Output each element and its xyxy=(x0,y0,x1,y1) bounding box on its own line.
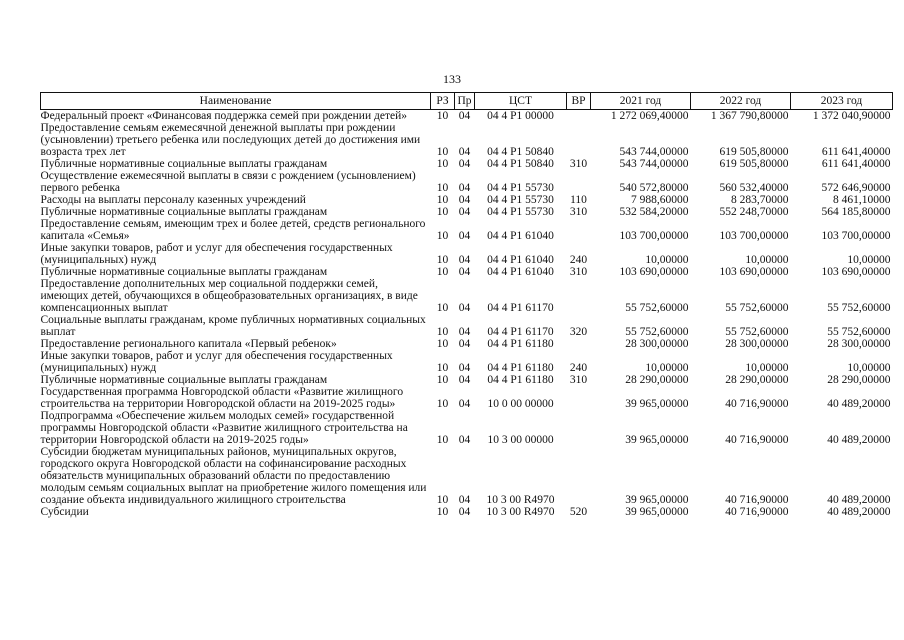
cell-cst: 04 4 P1 61040 xyxy=(487,230,554,242)
cell-rz: 10 xyxy=(436,398,449,410)
cell-2023: 10,00000 xyxy=(847,254,891,266)
cell-name: Иные закупки товаров, работ и услуг для обеспечения государственных (муниципальных) нужд xyxy=(40,242,393,266)
header-cst: ЦСТ xyxy=(475,93,567,110)
header-rz: РЗ xyxy=(431,93,455,110)
cell-2022: 103 700,00000 xyxy=(719,230,789,242)
cell-cst: 04 4 P1 55730 xyxy=(487,206,554,218)
cell-vr: 310 xyxy=(569,374,588,386)
table-row xyxy=(41,158,893,170)
cell-2022: 55 752,60000 xyxy=(725,326,789,338)
cell-2021: 10,00000 xyxy=(645,362,689,374)
cell-vr xyxy=(567,338,591,350)
cell-cst: 10 3 00 R4970 xyxy=(486,506,555,518)
table-body xyxy=(41,110,893,519)
table-row xyxy=(41,242,893,266)
cell-2021: 103 700,00000 xyxy=(619,230,689,242)
cell-2022: 10,00000 xyxy=(745,254,789,266)
cell-2023: 572 646,90000 xyxy=(821,182,891,194)
cell-rz: 10 xyxy=(436,434,449,446)
cell-cst: 04 4 P1 00000 xyxy=(487,110,554,122)
cell-rz: 10 xyxy=(436,362,449,374)
cell-vr xyxy=(567,170,591,194)
cell-rz: 10 xyxy=(436,302,449,314)
table-row xyxy=(41,170,893,194)
table-row xyxy=(41,218,893,242)
cell-cst: 04 4 P1 61170 xyxy=(487,302,554,314)
cell-cst: 04 4 P1 61180 xyxy=(487,338,554,350)
cell-2023: 55 752,60000 xyxy=(827,326,891,338)
table-row xyxy=(41,194,893,206)
cell-name: Предоставление регионального капитала «Первый ребенок» xyxy=(40,338,337,350)
cell-vr: 240 xyxy=(569,362,588,374)
cell-2022: 10,00000 xyxy=(745,362,789,374)
cell-vr: 310 xyxy=(569,158,588,170)
cell-name: Иные закупки товаров, работ и услуг для обеспечения государственных (муниципальных) нужд xyxy=(40,350,393,374)
cell-pr: 04 xyxy=(458,110,471,122)
cell-pr: 04 xyxy=(458,158,471,170)
header-pr: Пр xyxy=(455,93,475,110)
cell-2021: 543 744,00000 xyxy=(619,146,689,158)
cell-2021: 39 965,00000 xyxy=(625,506,689,518)
cell-cst: 04 4 P1 50840 xyxy=(487,158,554,170)
cell-2023: 28 290,00000 xyxy=(827,374,891,386)
cell-vr xyxy=(567,110,591,123)
cell-name: Предоставление дополнительных мер социальной поддержки семей, имеющих детей, обучающихся в общеобразовательных организациях, в виде компенсационных выплат xyxy=(40,278,418,314)
cell-vr xyxy=(567,122,591,158)
table-row xyxy=(41,350,893,374)
cell-vr: 310 xyxy=(569,266,588,278)
cell-2023: 1 372 040,90000 xyxy=(812,110,891,122)
cell-rz: 10 xyxy=(436,230,449,242)
cell-vr xyxy=(567,218,591,242)
table-row xyxy=(41,278,893,314)
cell-2021: 543 744,00000 xyxy=(619,158,689,170)
cell-rz: 10 xyxy=(436,146,449,158)
cell-rz: 10 xyxy=(436,326,449,338)
table-row xyxy=(41,122,893,158)
cell-2021: 28 300,00000 xyxy=(625,338,689,350)
cell-name: Осуществление ежемесячной выплаты в связи с рождением (усыновлением) первого ребенка xyxy=(40,170,416,194)
cell-cst: 04 4 P1 55730 xyxy=(487,194,554,206)
cell-2021: 7 988,60000 xyxy=(631,194,689,206)
page-number: 133 xyxy=(443,72,461,86)
cell-name: Государственная программа Новгородской области «Развитие жилищного строительства на территории Новгородской области на 2019-2025 годы» xyxy=(40,386,404,410)
cell-name: Федеральный проект «Финансовая поддержка семей при рождении детей» xyxy=(40,110,407,122)
cell-2023: 40 489,20000 xyxy=(827,506,891,518)
cell-2023: 40 489,20000 xyxy=(827,398,891,410)
cell-pr: 04 xyxy=(458,374,471,386)
cell-2023: 28 300,00000 xyxy=(827,338,891,350)
table-header-row xyxy=(41,93,893,110)
cell-rz: 10 xyxy=(436,506,449,518)
cell-cst: 04 4 P1 61040 xyxy=(487,266,554,278)
cell-rz: 10 xyxy=(436,110,449,122)
cell-2022: 619 505,80000 xyxy=(719,146,789,158)
cell-name: Публичные нормативные социальные выплаты гражданам xyxy=(40,206,328,218)
table-row xyxy=(41,374,893,386)
cell-pr: 04 xyxy=(458,206,471,218)
cell-pr: 04 xyxy=(458,266,471,278)
table-row xyxy=(41,506,893,518)
cell-cst: 04 4 P1 61040 xyxy=(487,254,554,266)
cell-name: Предоставление семьям, имеющим трех и более детей, средств регионального капитала «Семья» xyxy=(40,218,426,242)
cell-2023: 10,00000 xyxy=(847,362,891,374)
cell-vr: 240 xyxy=(569,254,588,266)
cell-2022: 560 532,40000 xyxy=(719,182,789,194)
cell-cst: 10 0 00 00000 xyxy=(487,398,554,410)
cell-pr: 04 xyxy=(458,398,471,410)
cell-name: Публичные нормативные социальные выплаты гражданам xyxy=(40,374,328,386)
cell-rz: 10 xyxy=(436,338,449,350)
header-2021: 2021 год xyxy=(591,93,691,110)
cell-2022: 619 505,80000 xyxy=(719,158,789,170)
cell-rz: 10 xyxy=(436,374,449,386)
header-2022: 2022 год xyxy=(691,93,791,110)
cell-2022: 40 716,90000 xyxy=(725,398,789,410)
cell-cst: 04 4 P1 61170 xyxy=(487,326,554,338)
cell-pr: 04 xyxy=(458,362,471,374)
cell-rz: 10 xyxy=(436,266,449,278)
cell-2023: 8 461,10000 xyxy=(833,194,891,206)
table-row xyxy=(41,410,893,446)
cell-cst: 04 4 P1 50840 xyxy=(487,146,554,158)
cell-2022: 28 300,00000 xyxy=(725,338,789,350)
cell-rz: 10 xyxy=(436,158,449,170)
cell-2021: 39 965,00000 xyxy=(625,494,689,506)
cell-pr: 04 xyxy=(458,230,471,242)
cell-2022: 8 283,70000 xyxy=(731,194,789,206)
cell-pr: 04 xyxy=(458,434,471,446)
cell-2021: 540 572,80000 xyxy=(619,182,689,194)
cell-name: Публичные нормативные социальные выплаты гражданам xyxy=(40,158,328,170)
table-row xyxy=(41,110,893,123)
cell-pr: 04 xyxy=(458,338,471,350)
cell-2021: 55 752,60000 xyxy=(625,326,689,338)
cell-name: Подпрограмма «Обеспечение жильем молодых семей» государственной программы Новгородской области «Развитие жилищного строительства на территории Новгородской области на 2019-2025 годы» xyxy=(40,410,408,446)
cell-vr: 110 xyxy=(570,194,587,206)
cell-2021: 10,00000 xyxy=(645,254,689,266)
cell-name: Социальные выплаты гражданам, кроме публичных нормативных социальных выплат xyxy=(40,314,426,338)
cell-rz: 10 xyxy=(436,182,449,194)
cell-vr xyxy=(567,446,591,506)
table-row xyxy=(41,338,893,350)
cell-rz: 10 xyxy=(436,494,449,506)
table-row xyxy=(41,446,893,506)
cell-2021: 55 752,60000 xyxy=(625,302,689,314)
cell-cst: 04 4 P1 61180 xyxy=(487,362,554,374)
cell-2022: 40 716,90000 xyxy=(725,434,789,446)
cell-2023: 40 489,20000 xyxy=(827,434,891,446)
cell-cst: 04 4 P1 61180 xyxy=(487,374,554,386)
cell-pr: 04 xyxy=(458,302,471,314)
cell-2023: 611 641,40000 xyxy=(821,146,891,158)
cell-name: Расходы на выплаты персоналу казенных учреждений xyxy=(40,194,306,206)
cell-pr: 04 xyxy=(458,326,471,338)
cell-2022: 552 248,70000 xyxy=(719,206,789,218)
cell-2022: 28 290,00000 xyxy=(725,374,789,386)
header-name: Наименование xyxy=(41,93,431,110)
cell-pr: 04 xyxy=(458,194,471,206)
cell-vr: 320 xyxy=(569,326,588,338)
cell-2022: 40 716,90000 xyxy=(725,494,789,506)
cell-vr: 310 xyxy=(569,206,588,218)
cell-2021: 28 290,00000 xyxy=(625,374,689,386)
cell-2022: 103 690,00000 xyxy=(719,266,789,278)
cell-vr xyxy=(567,278,591,314)
cell-2021: 532 584,20000 xyxy=(619,206,689,218)
cell-name: Субсидии xyxy=(40,506,89,518)
cell-2022: 40 716,90000 xyxy=(725,506,789,518)
cell-name: Публичные нормативные социальные выплаты гражданам xyxy=(40,266,328,278)
cell-2023: 103 700,00000 xyxy=(821,230,891,242)
cell-2023: 103 690,00000 xyxy=(821,266,891,278)
cell-2022: 55 752,60000 xyxy=(725,302,789,314)
cell-cst: 10 3 00 R4970 xyxy=(486,494,555,506)
cell-pr: 04 xyxy=(458,182,471,194)
cell-cst: 10 3 00 00000 xyxy=(487,434,554,446)
cell-pr: 04 xyxy=(458,506,471,518)
cell-rz: 10 xyxy=(436,206,449,218)
cell-2023: 611 641,40000 xyxy=(821,158,891,170)
cell-pr: 04 xyxy=(458,146,471,158)
table-row xyxy=(41,314,893,338)
cell-2021: 39 965,00000 xyxy=(625,398,689,410)
cell-vr xyxy=(567,386,591,410)
cell-rz: 10 xyxy=(436,194,449,206)
cell-2021: 39 965,00000 xyxy=(625,434,689,446)
cell-rz: 10 xyxy=(436,254,449,266)
cell-pr: 04 xyxy=(458,254,471,266)
table-row xyxy=(41,266,893,278)
header-2023: 2023 год xyxy=(791,93,893,110)
table-row xyxy=(41,386,893,410)
cell-name: Предоставление семьям ежемесячной денежной выплаты при рождении (усыновлении) третьего ребенка или последующих детей до достижения ими возраста трех лет xyxy=(40,122,421,158)
cell-2021: 103 690,00000 xyxy=(619,266,689,278)
budget-table xyxy=(40,92,893,518)
cell-2021: 1 272 069,40000 xyxy=(610,110,689,122)
cell-pr: 04 xyxy=(458,494,471,506)
cell-cst: 04 4 P1 55730 xyxy=(487,182,554,194)
cell-2023: 564 185,80000 xyxy=(821,206,891,218)
cell-name: Субсидии бюджетам муниципальных районов, муниципальных округов, городского округа Новгородской области на софинансирование расходных обязательств муниципальных образований области по предоставлению молодым семьям социальных выплат на приобретение жилого помещения или создание объекта индивидуального жилищного строительства xyxy=(40,446,427,506)
cell-2022: 1 367 790,80000 xyxy=(710,110,789,122)
cell-vr xyxy=(567,410,591,446)
cell-2023: 55 752,60000 xyxy=(827,302,891,314)
table-row xyxy=(41,206,893,218)
cell-vr: 520 xyxy=(569,506,588,518)
header-vr: ВР xyxy=(567,93,591,110)
cell-2023: 40 489,20000 xyxy=(827,494,891,506)
